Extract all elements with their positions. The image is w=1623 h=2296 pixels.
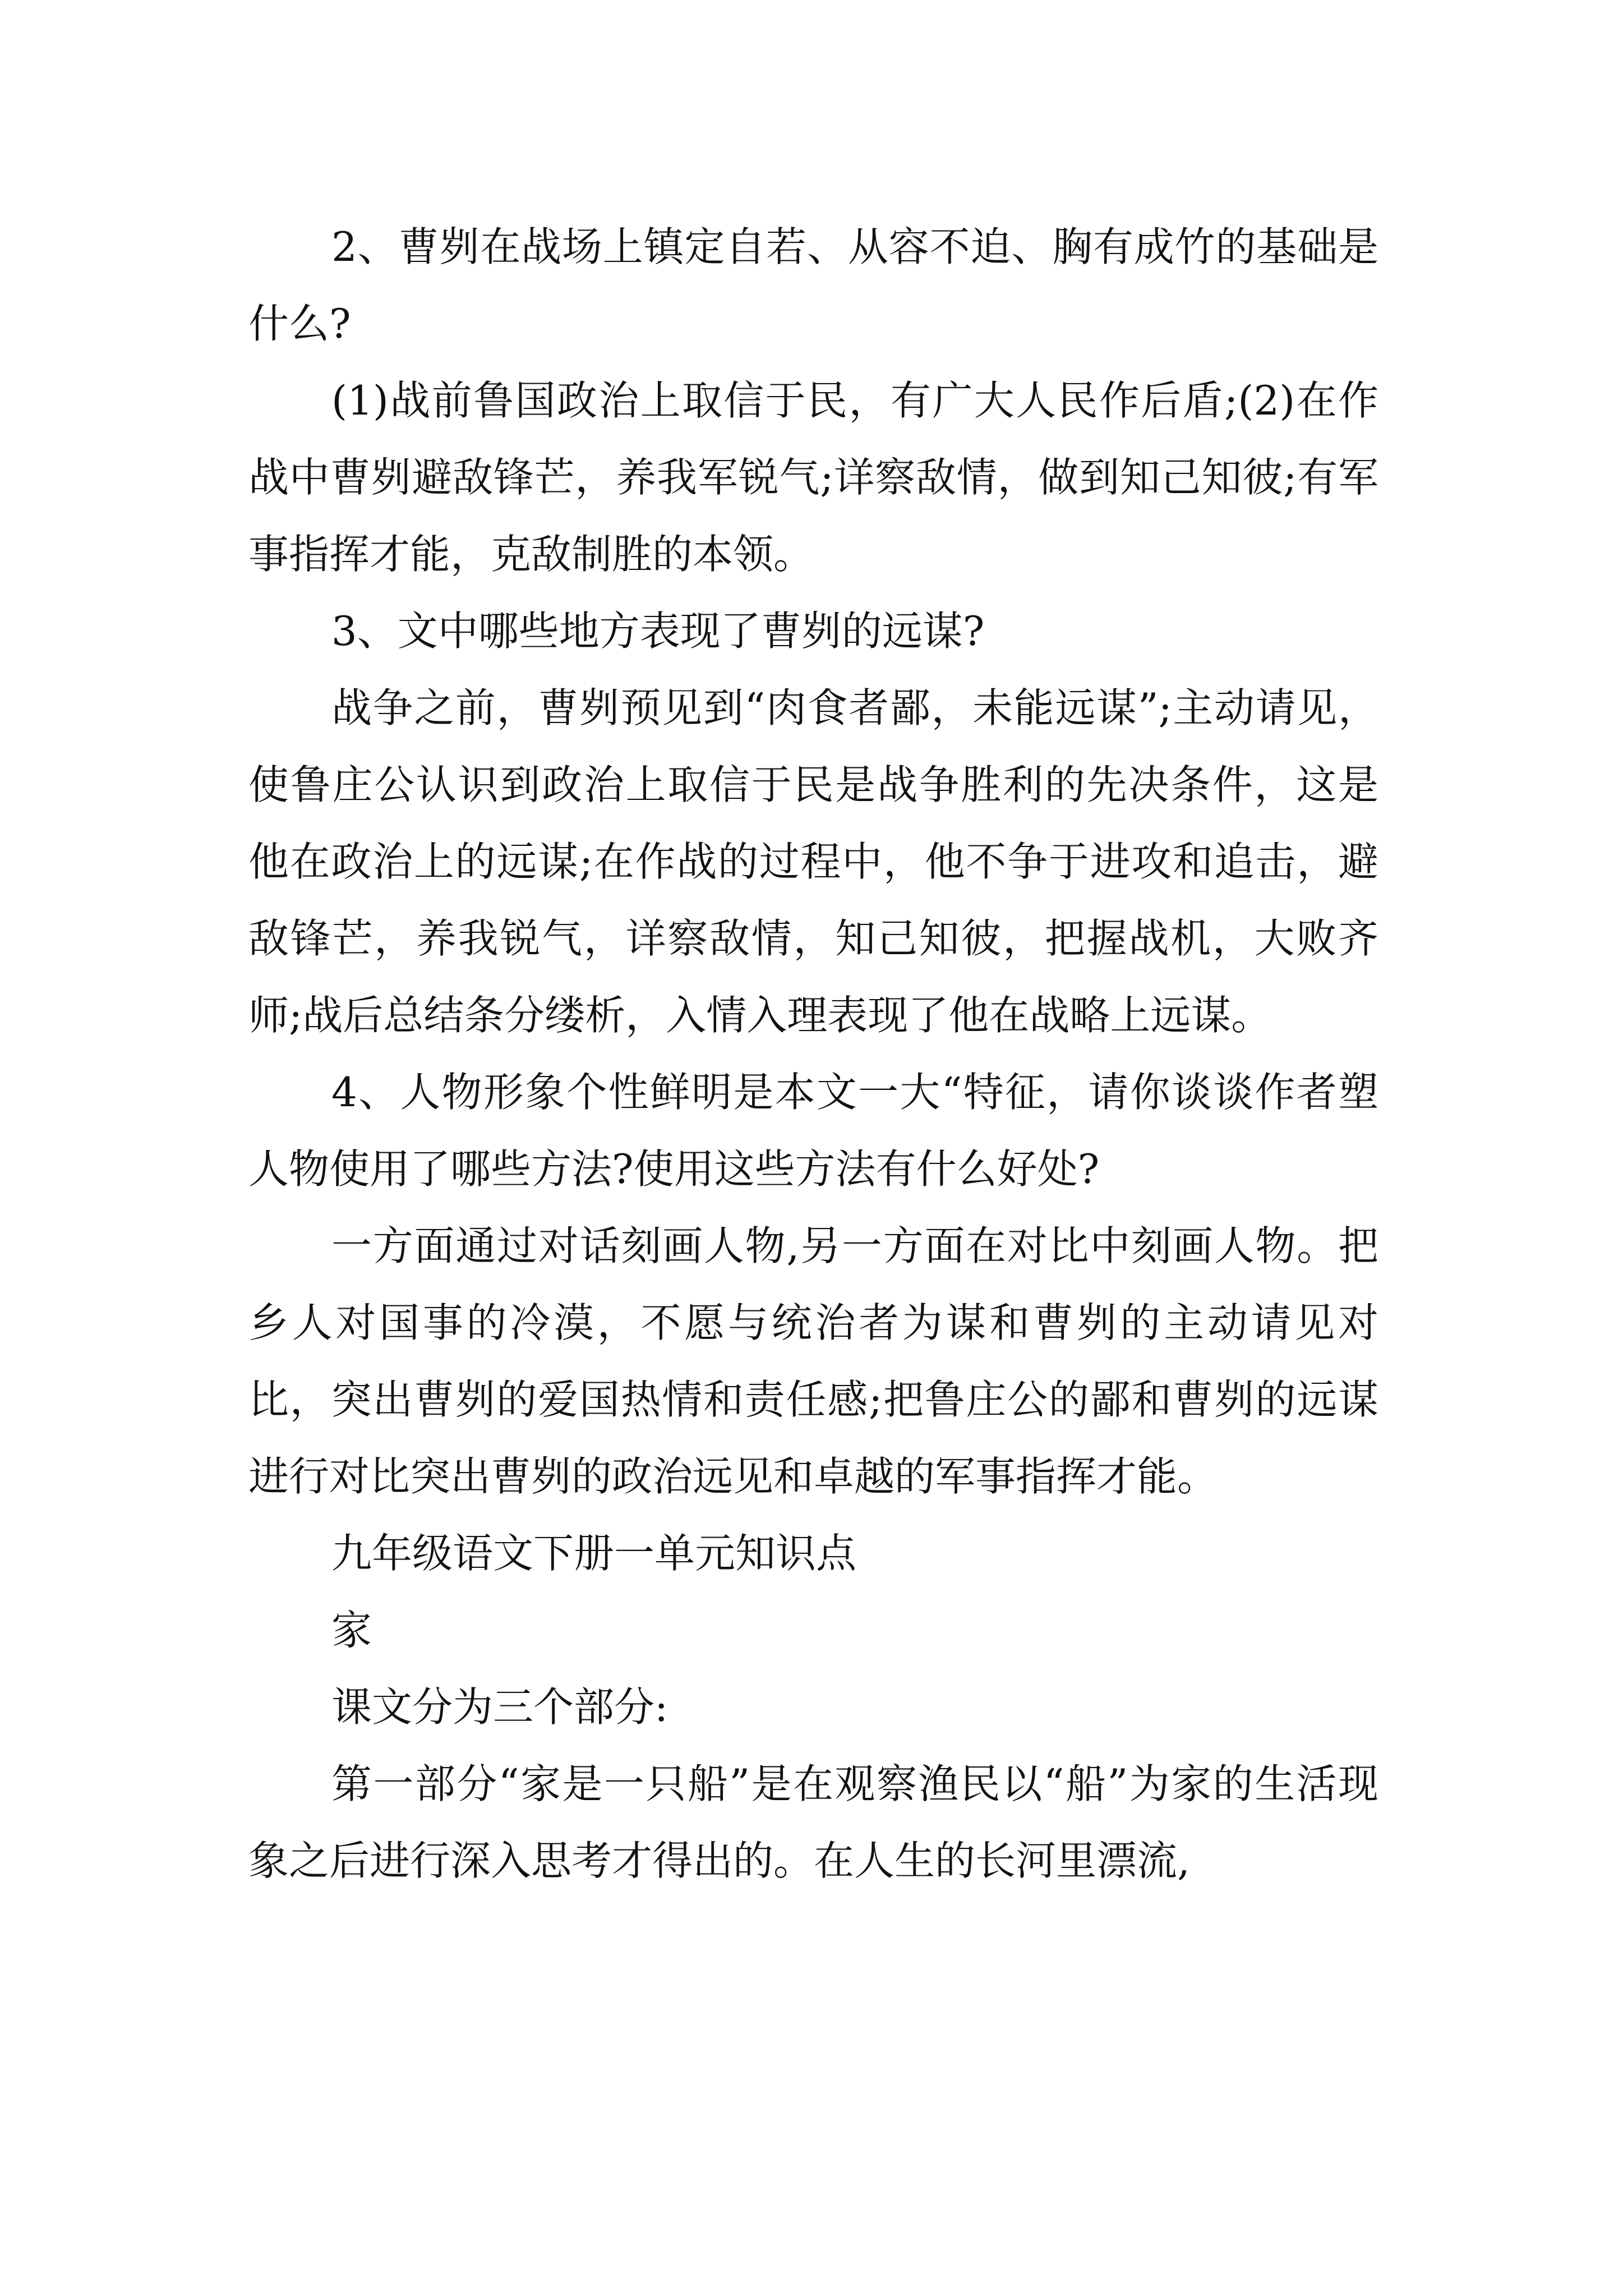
question-3: 3、文中哪些地方表现了曹刿的远谋? <box>331 608 985 655</box>
document-body <box>248 209 1378 1899</box>
section-heading: 九年级语文下册一单元知识点 <box>331 1530 857 1577</box>
structure-intro: 课文分为三个部分: <box>331 1683 668 1731</box>
answer-2: (1)战前鲁国政治上取信于民，有广大人民作后盾;(2)在作战中曹刿避敌锋芒，养我军锐气;详察敌情，做到知己知彼;有军事指挥才能，克敌制胜的本领。 <box>248 377 1378 578</box>
question-2: 2、曹刿在战场上镇定自若、从容不迫、胸有成竹的基础是什么? <box>248 223 1378 347</box>
answer-4: 一方面通过对话刻画人物,另一方面在对比中刻画人物。把乡人对国事的冷漠，不愿与统治者为谋和曹刿的主动请见对比，突出曹刿的爱国热情和责任感;把鲁庄公的鄙和曹刿的远谋进行对比突出曹刿的政治远见和卓越的军事指挥才能。 <box>248 1222 1378 1500</box>
lesson-title: 家 <box>331 1607 372 1654</box>
question-4: 4、人物形象个性鲜明是本文一大“特征，请你谈谈作者塑人物使用了哪些方法?使用这些方法有什么好处? <box>248 1069 1378 1193</box>
answer-3: 战争之前，曹刿预见到“肉食者鄙，未能远谋”;主动请见，使鲁庄公认识到政治上取信于民是战争胜利的先决条件，这是他在政治上的远谋;在作战的过程中，他不争于进攻和追击，避敌锋芒，养我锐气，详察敌情，知己知彼，把握战机，大败齐师;战后总结条分缕析，入情入理表现了他在战略上远谋。 <box>248 684 1378 1039</box>
part-one-text: 第一部分“家是一只船”是在观察渔民以“船”为家的生活现象之后进行深入思考才得出的。在人生的长河里漂流, <box>248 1760 1378 1884</box>
